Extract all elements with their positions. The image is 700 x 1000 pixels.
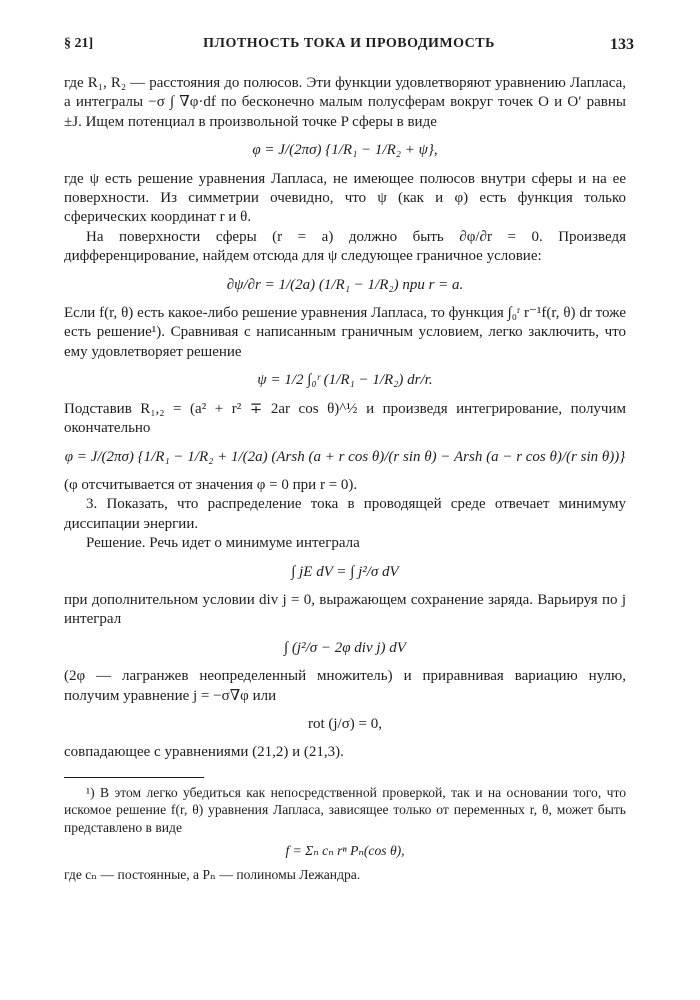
page-number: 133	[610, 36, 634, 53]
paragraph-6: (φ отсчитывается от значения φ = 0 при r = 0).	[64, 476, 358, 493]
equation-rot-text: rot (j/σ) = 0,	[307, 715, 383, 732]
equation-dissipation-integral	[64, 563, 626, 582]
footnote-equation	[64, 842, 626, 860]
footnote	[64, 784, 626, 884]
equation-final-potential	[64, 448, 626, 467]
equation-psi-solution	[64, 371, 626, 390]
equation-variational-integral	[64, 639, 626, 658]
paragraph-3: На поверхности сферы (r = a) должно быть ∂φ/∂r = 0. Произведя дифференцирование, найдем отсюда для ψ следующее граничное условие:	[64, 228, 626, 265]
problem-3-statement: 3. Показать, что распределение тока в проводящей среде отвечает минимуму диссипации энергии.	[64, 496, 626, 532]
equation-boundary-condition-text: ∂ψ/∂r = 1/(2a) (1/R₁ − 1/R₂) при r = a.	[226, 276, 464, 293]
equation-final-potential-text: φ = J/(2πσ) {1/R₁ − 1/R₂ + 1/(2a) (Arsh (a + r cos θ)/(r sin θ) − Arsh (a − r cos θ)/(r sin θ))}	[64, 448, 626, 465]
footnote-divider	[64, 777, 204, 778]
equation-rot	[64, 715, 626, 734]
paragraph-10: (2φ — лагранжев неопределенный множитель) и приравнивая вариацию нулю, получим уравнение j = −σ∇φ или	[64, 668, 626, 704]
paragraph-1: где R₁, R₂ — расстояния до полюсов. Эти функции удовлетворяют уравнению Лапласа, а интегралы −σ ∫ ∇φ·df по бесконечно малым полусферам вокруг точек O и O′ равны ±J. Ищем потенциал в произвольной точке P сферы в виде	[64, 75, 626, 130]
equation-potential	[64, 141, 626, 160]
paragraph-9: при дополнительном условии div j = 0, выражающем сохранение заряда. Варьируя по j интеграл	[64, 591, 626, 628]
footnote-equation-text: f = Σₙ cₙ rⁿ Pₙ(cos θ),	[285, 843, 405, 859]
equation-dissipation-integral-text: ∫ jE dV = ∫ j²/σ dV	[291, 563, 399, 580]
paragraph-11: совпадающее с уравнениями (21,2) и (21,3).	[64, 744, 344, 761]
footnote-text: ¹) В этом легко убедиться как непосредственной проверкой, так и на основании того, что искомое решение f(r, θ) уравнения Лапласа, зависящее только от переменных r, θ, может быть представлено в виде	[64, 784, 626, 835]
paragraph-5: Подставив R₁,₂ = (a² + r² ∓ 2ar cos θ)^½ и произведя интегрирование, получим окончательно	[64, 400, 626, 437]
equation-variational-integral-text: ∫ (j²/σ − 2φ div j) dV	[284, 639, 406, 656]
section-label: § 21]	[64, 36, 94, 51]
solution-intro: Решение. Речь идет о минимуме интеграла	[86, 535, 360, 552]
paragraph-2: где ψ есть решение уравнения Лапласа, не имеющее полюсов внутри сферы и на ее поверхности. Из симметрии очевидно, что ψ (как и φ) есть функция только сферических координат r и θ.	[64, 170, 626, 226]
equation-potential-text: φ = J/(2πσ) {1/R₁ − 1/R₂ + ψ},	[252, 142, 438, 159]
page-body	[64, 74, 626, 883]
equation-boundary-condition	[64, 276, 626, 295]
running-header	[64, 36, 634, 60]
running-title: ПЛОТНОСТЬ ТОКА И ПРОВОДИМОСТЬ	[203, 36, 495, 51]
footnote-tail: где cₙ — постоянные, а Pₙ — полиномы Лежандра.	[64, 866, 361, 882]
equation-psi-solution-text: ψ = 1/2 ∫₀ʳ (1/R₁ − 1/R₂) dr/r.	[257, 372, 433, 389]
paragraph-4: Если f(r, θ) есть какое-либо решение уравнения Лапласа, то функция ∫₀ʳ r⁻¹f(r, θ) dr тоже есть решение¹). Сравнивая с написанным граничным условием, легко заключить, что ему удовлетворяет решение	[64, 305, 626, 360]
